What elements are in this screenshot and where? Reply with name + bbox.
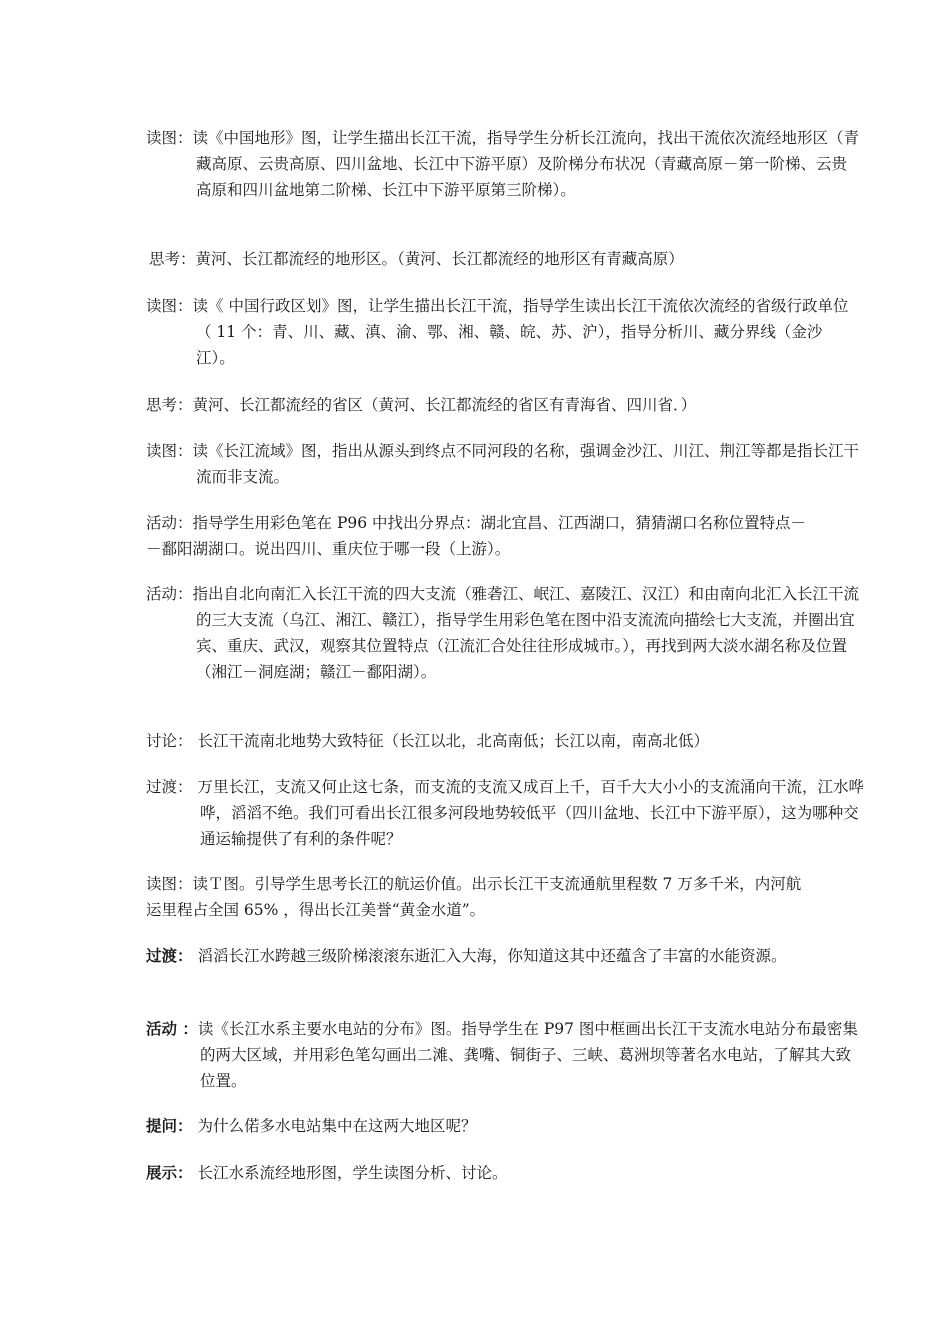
paragraph-transition-shipping xyxy=(146,774,865,852)
paragraph-think-provinces xyxy=(146,392,811,418)
paragraph-text: 读《长江流域》图，指出从源头到终点不同河段的名称，强调金沙江、川江、荆江等都是指长江干流而非支流。 xyxy=(192,442,860,486)
paragraph-label: 提问： xyxy=(146,1116,193,1135)
paragraph-activity-boundaries xyxy=(146,510,811,562)
paragraph-label: 活动： xyxy=(146,585,193,603)
paragraph-read-basin-map xyxy=(146,438,861,490)
paragraph-label: 读图： xyxy=(146,442,193,460)
paragraph-text: 滔滔长江水跨越三级阶梯滚滚东逝汇入大海，你知道这其中还蕴含了丰富的水能资源。 xyxy=(197,947,787,965)
paragraph-think-landforms xyxy=(149,246,814,272)
paragraph-label: 读图： xyxy=(146,129,193,147)
paragraph-label: 展示： xyxy=(146,1163,193,1182)
paragraph-text: 长江水系流经地形图，学生读图分析、讨论。 xyxy=(197,1164,508,1182)
paragraph-transition-hydropower xyxy=(146,943,811,969)
paragraph-text: 读《长江水系主要水电站的分布》图。指导学生在 P97 图中框画出长江干支流水电站分布最密集的两大区域，并用彩色笔勾画出二滩、龚嘴、铜街子、三峡、葛洲坝等著名水电站，了解其大致位置。 xyxy=(197,1020,858,1090)
paragraph-text: 黄河、长江都流经的省区（黄河、长江都流经的省区有青海省、四川省．） xyxy=(192,396,697,414)
paragraph-text: 为什么偌多水电站集中在这两大地区呢？ xyxy=(197,1117,477,1135)
paragraph-activity-hydropower xyxy=(146,1016,865,1094)
paragraph-question xyxy=(146,1113,811,1139)
paragraph-label: 活动： xyxy=(146,514,193,532)
paragraph-label: 读图： xyxy=(146,875,193,893)
paragraph-display xyxy=(146,1160,811,1186)
paragraph-discussion xyxy=(146,728,811,754)
paragraph-text: 指导学生用彩色笔在 P96 中找出分界点：湖北宜昌、江西湖口，猜猜湖口名称位置特点－－鄱阳湖湖口。说出四川、重庆位于哪一段（上游）。 xyxy=(146,514,807,558)
paragraph-read-t-map xyxy=(146,871,811,923)
paragraph-label: 读图： xyxy=(146,297,193,315)
paragraph-label: 过渡： xyxy=(146,778,193,796)
paragraph-read-terrain-map xyxy=(146,125,861,203)
paragraph-text: 读《中国地形》图，让学生描出长江干流，指导学生分析长江流向，找出干流依次流经地形区（青藏高原、云贵高原、四川盆地、长江中下游平原）及阶梯分布状况（青藏高原－第一阶梯、云贵高原和四川盆地第二阶梯、长江中下游平原第三阶梯）。 xyxy=(192,129,860,199)
paragraph-text: 长江干流南北地势大致特征（长江以北，北高南低；长江以南，南高北低） xyxy=(197,732,709,750)
paragraph-text: 读《 中国行政区划》图，让学生描出长江干流，指导学生读出长江干流依次流经的省级行政单位（ 11 个：青、川、藏、滇、渝、鄂、湘、赣、皖、苏、沪），指导分析川、藏分界线（金沙江）。 xyxy=(192,297,849,367)
paragraph-text: 指出自北向南汇入长江干流的四大支流（雅砻江、岷江、嘉陵江、汉江）和由南向北汇入长江干流的三大支流（乌江、湘江、赣江），指导学生用彩色笔在图中沿支流流向描绘七大支流，并圈出宜宾、重庆、武汉，观察其位置特点（江流汇合处往往形成城市。），再找到两大淡水湖名称及位置（湘江－洞庭湖；赣江－鄱阳湖）。 xyxy=(192,585,860,681)
paragraph-text: 黄河、长江都流经的地形区。（黄河、长江都流经的地形区有青藏高原） xyxy=(195,250,684,268)
paragraph-label: 讨论： xyxy=(146,732,193,750)
paragraph-label: 思考： xyxy=(149,250,196,268)
paragraph-label: 过渡： xyxy=(146,946,193,965)
paragraph-label: 活动 ： xyxy=(146,1019,198,1038)
paragraph-text: 读Ｔ图。引导学生思考长江的航运价值。出示长江干支流通航里程数 7 万多千米，内河航运里程占全国 65% ，得出长江美誉“黄金水道”。 xyxy=(146,875,802,919)
paragraph-activity-tributaries xyxy=(146,581,861,685)
paragraph-label: 思考： xyxy=(146,396,193,414)
paragraph-read-admin-map xyxy=(146,293,861,371)
paragraph-text: 万里长江，支流又何止这七条，而支流的支流又成百上千，百千大大小小的支流涌向干流，江水哗哗，滔滔不绝。我们可看出长江很多河段地势较低平（四川盆地、长江中下游平原），这为哪种交通运输提供了有利的条件呢？ xyxy=(197,778,864,848)
